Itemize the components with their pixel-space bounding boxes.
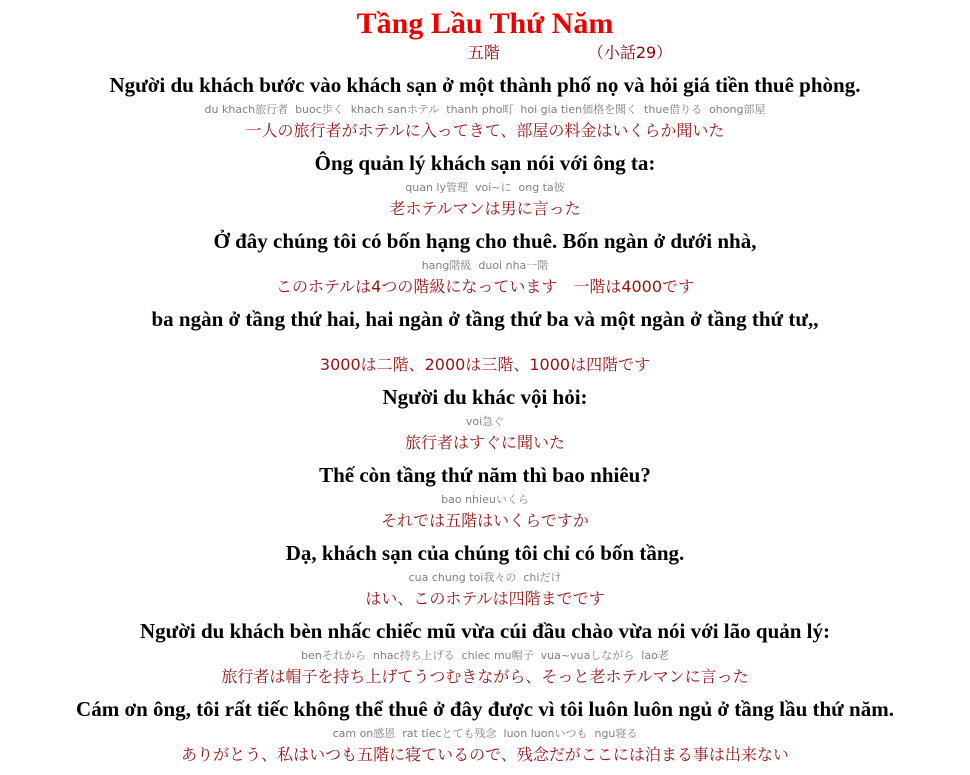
vietnamese-line: Ở đây chúng tôi có bốn hạng cho thuê. Bốn ngàn ở dưới nhà, bbox=[213, 229, 757, 253]
story-block bbox=[0, 226, 970, 298]
japanese-translation: 一人の旅行者がホテルに入ってきて、部屋の料金はいくらか聞いた bbox=[245, 121, 725, 140]
story-block bbox=[0, 304, 970, 376]
gloss-note: du khach旅行者 buoc歩く khach sanホテル thanh pho町 hoi gia tien価格を聞く thue借りる ohong部屋 bbox=[204, 103, 766, 116]
japanese-translation: 3000は二階、2000は三階、1000は四階です bbox=[319, 355, 651, 374]
gloss-note bbox=[0, 334, 970, 354]
japanese-translation: 旅行者はすぐに聞いた bbox=[404, 433, 565, 452]
vietnamese-line: Thế còn tầng thứ năm thì bao nhiêu? bbox=[319, 463, 651, 487]
story-block bbox=[0, 70, 970, 142]
story bbox=[0, 70, 970, 766]
gloss-note: bao nhieuいくら bbox=[441, 493, 529, 506]
vietnamese-line: Người du khách bước vào khách sạn ở một thành phố nọ và hỏi giá tiền thuê phòng. bbox=[109, 73, 861, 97]
japanese-translation: このホテルは4つの階級になっています 一階は4000です bbox=[275, 277, 695, 296]
vietnamese-line: ba ngàn ở tầng thứ hai, hai ngàn ở tầng thứ ba và một ngàn ở tầng thứ tư,, bbox=[151, 307, 819, 331]
page-subtitle: 五階 （小話29） bbox=[467, 43, 673, 62]
gloss-note: quan ly管理 voi~に ong ta彼 bbox=[405, 181, 565, 194]
japanese-translation: それでは五階はいくらですか bbox=[381, 511, 589, 530]
story-block bbox=[0, 538, 970, 610]
gloss-note: cua chung toi我々の chiだけ bbox=[408, 571, 562, 584]
gloss-note: benそれから nhac持ち上げる chiec mu帽子 vua~vuaしながら lao老 bbox=[301, 649, 669, 662]
vietnamese-line: Người du khách bèn nhấc chiếc mũ vừa cúi đầu chào vừa nói với lão quản lý: bbox=[139, 619, 831, 643]
vietnamese-line: Người du khác vội hỏi: bbox=[382, 385, 588, 409]
gloss-note: cam on感恩 rat tiecとても残念 luon luonいつも ngu寝る bbox=[332, 727, 638, 740]
japanese-translation: ありがとう、私はいつも五階に寝ているので、残念だがここには泊まる事は出来ない bbox=[181, 745, 789, 764]
vietnamese-line: Ông quản lý khách sạn nói với ông ta: bbox=[314, 151, 656, 175]
page-title: Tầng Lầu Thứ Năm bbox=[356, 7, 614, 40]
vietnamese-line: Dạ, khách sạn của chúng tôi chỉ có bốn tầng. bbox=[285, 541, 685, 565]
japanese-translation: 旅行者は帽子を持ち上げてうつむきながら、そっと老ホテルマンに言った bbox=[221, 667, 749, 686]
gloss-note: hang階級 duoi nha一階 bbox=[421, 259, 549, 272]
japanese-translation: はい、このホテルは四階までです bbox=[365, 589, 605, 608]
story-block bbox=[0, 694, 970, 766]
story-block bbox=[0, 460, 970, 532]
story-block bbox=[0, 616, 970, 688]
gloss-note: voi急ぐ bbox=[465, 415, 505, 428]
japanese-translation: 老ホテルマンは男に言った bbox=[389, 199, 581, 218]
story-block bbox=[0, 382, 970, 454]
lesson-page bbox=[0, 5, 970, 766]
story-block bbox=[0, 148, 970, 220]
vietnamese-line: Cám ơn ông, tôi rất tiếc không thể thuê ở đây được vì tôi luôn luôn ngủ ở tầng lầu thứ năm. bbox=[76, 697, 894, 721]
